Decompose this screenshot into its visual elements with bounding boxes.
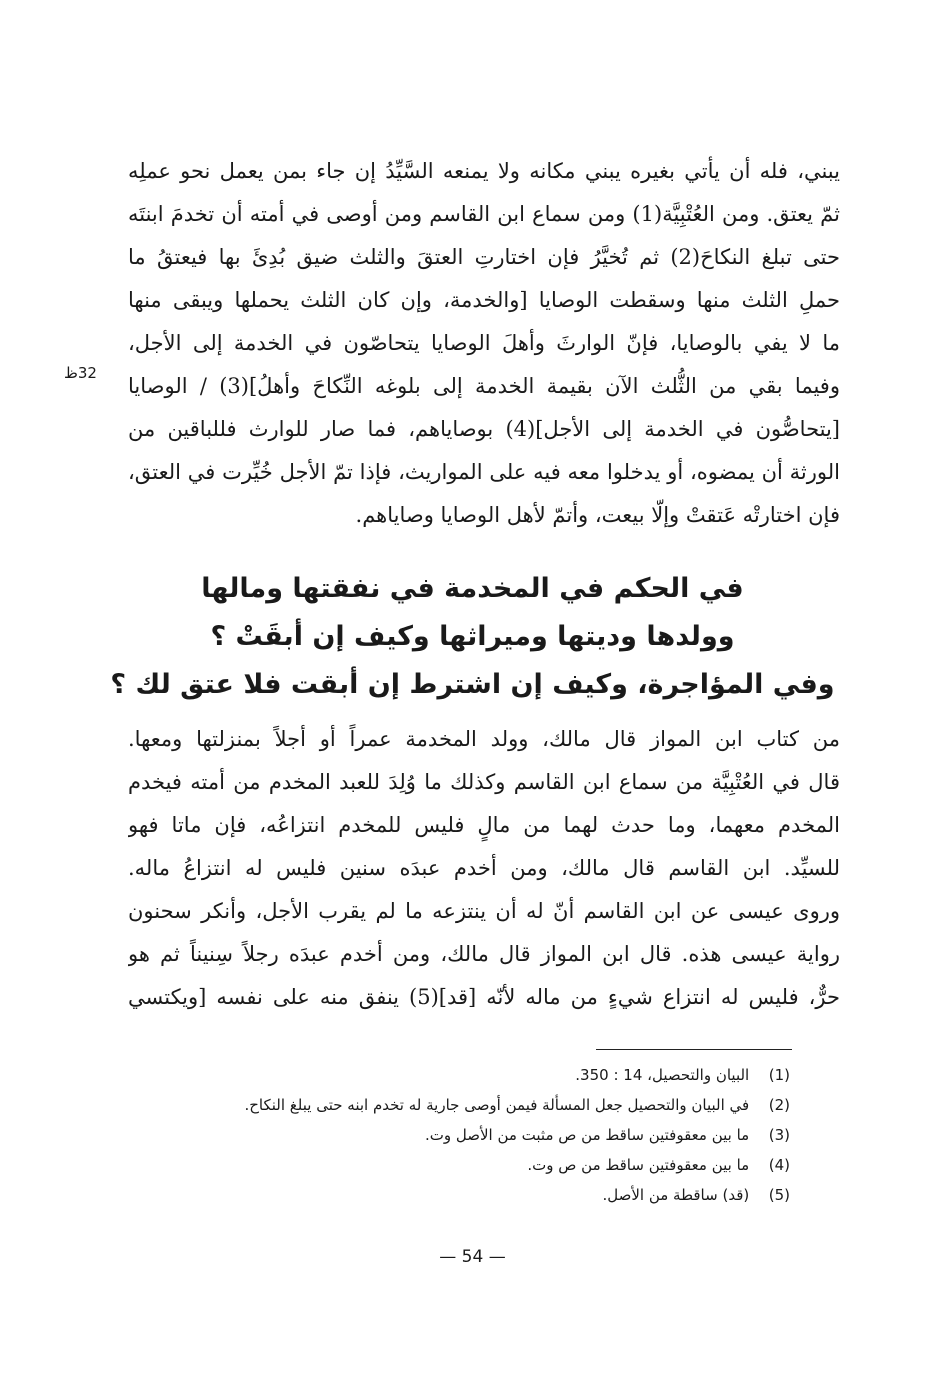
- paragraph-2: [128, 718, 840, 1019]
- footnote-number: (4): [768, 1156, 790, 1174]
- footnote-text: (قد) ساقطة من الأصل.: [602, 1186, 750, 1204]
- footnote: [150, 1150, 790, 1180]
- paragraph-1: [128, 150, 840, 537]
- footnote: [150, 1060, 790, 1090]
- page-number: — 54 —: [439, 1247, 506, 1267]
- paragraph-line: حرٌّ، فليس له انتزاع شيءٍ من ماله لأنّه [قد](5) ينفق منه على نفسه [ويكتسي: [128, 985, 840, 1009]
- heading-line: في الحكم في المخدمة في نفقتها ومالها: [201, 573, 744, 604]
- heading-line: وولدها وديتها وميراثها وكيف إن أبقَتْ ؟: [210, 621, 735, 652]
- footnote-text: في البيان والتحصيل جعل المسألة فيمن أوصى جارية له تخدم ابنه حتى يبلغ النكاح.: [244, 1096, 750, 1114]
- paragraph-line: فإن اختارتْه عَتقتْ وإلّا بيعت، وأتمّ لأهل الوصايا وصاياهم.: [355, 503, 840, 527]
- footnote: [150, 1090, 790, 1120]
- footnote-text: البيان والتحصيل، 14 : 350.: [575, 1066, 750, 1084]
- footnote-number: (5): [768, 1186, 790, 1204]
- paragraph-line: حملِ الثلث منها وسقطت الوصايا [والخدمة، وإن كان الثلث يحملها ويبقى منها: [128, 288, 840, 312]
- paragraph-line: وفيما بقي من الثُّلث الآن بقيمة الخدمة إلى بلوغه النِّكاحَ وأهلُ](3) / الوصايا: [128, 374, 840, 398]
- paragraph-line: من كتاب ابن المواز قال مالك، وولد المخدمة عمراً أو أجلاً بمنزلتها ومعها.: [128, 727, 840, 751]
- paragraph-line: قال في العُتْبِيَّة من سماع ابن القاسم وكذلك ما وُلِدَ للعبد المخدم من أمته فيخدم: [128, 770, 840, 794]
- footnote-number: (1): [768, 1066, 790, 1084]
- paragraph-line: ما لا يفي بالوصايا، فإنّ الوارثَ وأهلَ الوصايا يتحاصّون في الخدمة إلى الأجل،: [128, 331, 840, 355]
- paragraph-line: يبني، فله أن يأتي بغيره يبني مكانه ولا يمنعه السَّيِّدُ إن جاء بمن يعمل نحو عملِه: [128, 159, 840, 183]
- paragraph-line: الورثة أن يمضوه، أو يدخلوا معه فيه على المواريث، فإذا تمّ الأجل خُيِّرت في العتق،: [128, 460, 840, 484]
- paragraph-line: وروى عيسى عن ابن القاسم أنّ له أن ينتزعه ما لم يقرب الأجل، وأنكر سحنون: [128, 899, 840, 923]
- manuscript-folio-note: 32ظ: [64, 364, 97, 382]
- footnote-text: ما بين معقوفتين ساقط من ص مثبت من الأصل وت.: [424, 1126, 750, 1144]
- paragraph-line: للسيِّد. ابن القاسم قال مالك، ومن أخدم عبدَه سنين فليس له انتزاعُ ماله.: [128, 856, 840, 880]
- footnote-separator: [596, 1049, 792, 1050]
- paragraph-line: ثمّ يعتق. ومن العُتْبِيَّة(1) ومن سماع ابن القاسم ومن أوصى في أمته أن تخدمَ ابنتَه: [128, 202, 840, 226]
- footnote-text: ما بين معقوفتين ساقط من ص وت.: [527, 1156, 750, 1174]
- footnote: [150, 1180, 790, 1210]
- footnotes: [150, 1060, 790, 1210]
- heading-line: وفي المؤاجرة، وكيف إن اشترط إن أبقت فلا عتق لك ؟: [110, 669, 835, 700]
- section-heading: [100, 565, 845, 709]
- footnote-number: (3): [768, 1126, 790, 1144]
- paragraph-line: [يتحاصُّون في الخدمة إلى الأجل](4) بوصاياهم، فما صار للوارث فللباقين من: [128, 417, 840, 441]
- paragraph-line: المخدم معهما، وما حدث لهما من مالٍ فليس للمخدم انتزاعُه، فإن ماتا فهو: [128, 813, 840, 837]
- footnote: [150, 1120, 790, 1150]
- footnote-number: (2): [768, 1096, 790, 1114]
- paragraph-line: رواية عيسى هذه. قال ابن المواز قال مالك، ومن أخدم عبدَه رجلاً سِنيناً ثم هو: [128, 942, 840, 966]
- paragraph-line: حتى تبلغ النكاحَ(2) ثم تُخيَّرُ فإن اختارتِ العتقَ والثلث ضيق بُدِئَ بها فيعتقُ ما: [128, 245, 840, 269]
